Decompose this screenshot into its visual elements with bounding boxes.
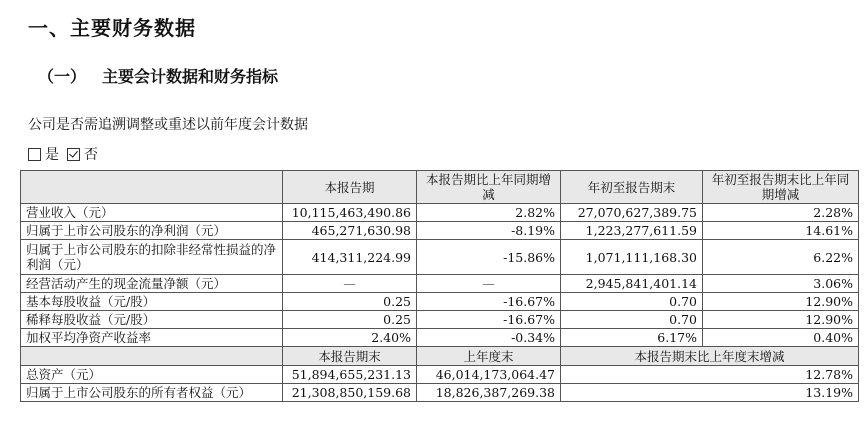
table-cell: 21,308,850,159.68 (283, 384, 417, 402)
column-header: 上年度末 (417, 347, 561, 366)
table-cell: 2.82% (417, 204, 561, 222)
column-header (21, 171, 283, 204)
table-cell: 14.61% (703, 222, 859, 240)
column-header: 本报告期 (283, 171, 417, 204)
row-label: 经营活动产生的现金流量净额（元） (21, 275, 283, 293)
table-cell: 12.78% (561, 366, 859, 384)
table-cell: — (417, 275, 561, 293)
checkbox-yes[interactable] (28, 148, 41, 161)
table-cell: 12.90% (703, 293, 859, 311)
table-subheader-row (21, 347, 859, 366)
column-header: 本报告期比上年同期增减 (417, 171, 561, 204)
choice-no-label: 否 (84, 147, 98, 163)
table-row (21, 384, 859, 402)
column-header: 本报告期末比上年度末增减 (561, 347, 859, 366)
column-header: 年初至报告期末 (561, 171, 703, 204)
table-cell: 1,071,111,168.30 (561, 240, 703, 275)
table-cell: 0.70 (561, 293, 703, 311)
table-row (21, 222, 859, 240)
subsection-number: （一） (38, 67, 87, 86)
table-cell: -16.67% (417, 293, 561, 311)
table-cell: — (283, 275, 417, 293)
table-cell: 0.25 (283, 293, 417, 311)
subsection-heading (38, 64, 278, 87)
table-cell: 1,223,277,611.59 (561, 222, 703, 240)
table-cell: 10,115,463,490.86 (283, 204, 417, 222)
table-row (21, 293, 859, 311)
table-cell: 2.28% (703, 204, 859, 222)
table-cell: 3.06% (703, 275, 859, 293)
table-cell: 414,311,224.99 (283, 240, 417, 275)
section-heading: 一、主要财务数据 (28, 16, 196, 40)
column-header (21, 347, 283, 366)
table-row (21, 311, 859, 329)
table-row (21, 275, 859, 293)
choice-yes-label: 是 (45, 147, 59, 163)
table-cell: 46,014,173,064.47 (417, 366, 561, 384)
restatement-question: 公司是否需追溯调整或重述以前年度会计数据 (28, 117, 308, 133)
checkbox-no[interactable] (67, 148, 80, 161)
table-row (21, 366, 859, 384)
row-label: 稀释每股收益（元/股） (21, 311, 283, 329)
table-cell: 6.17% (561, 329, 703, 347)
table-header-row (21, 171, 859, 204)
table-cell: -15.86% (417, 240, 561, 275)
row-label: 加权平均净资产收益率 (21, 329, 283, 347)
row-label: 归属于上市公司股东的净利润（元） (21, 222, 283, 240)
table-cell: 27,070,627,389.75 (561, 204, 703, 222)
subsection-title: 主要会计数据和财务指标 (102, 67, 279, 86)
table-cell: 0.70 (561, 311, 703, 329)
row-label: 归属于上市公司股东的所有者权益（元） (21, 384, 283, 402)
table-cell: 2,945,841,401.14 (561, 275, 703, 293)
table-cell: 2.40% (283, 329, 417, 347)
restatement-choices (28, 144, 104, 164)
row-label: 归属于上市公司股东的扣除非经常性损益的净利润（元） (21, 240, 283, 275)
table-cell: 18,826,387,269.38 (417, 384, 561, 402)
table-row (21, 329, 859, 347)
table-cell: -8.19% (417, 222, 561, 240)
row-label: 营业收入（元） (21, 204, 283, 222)
column-header: 年初至报告期末比上年同期增减 (703, 171, 859, 204)
table-cell: 465,271,630.98 (283, 222, 417, 240)
table-cell: 13.19% (561, 384, 859, 402)
table-row (21, 204, 859, 222)
table-cell: 12.90% (703, 311, 859, 329)
table-cell: 0.25 (283, 311, 417, 329)
financial-data-table (20, 170, 859, 402)
row-label: 总资产（元） (21, 366, 283, 384)
table-cell: 6.22% (703, 240, 859, 275)
table-cell: -16.67% (417, 311, 561, 329)
table-row (21, 240, 859, 275)
column-header: 本报告期末 (283, 347, 417, 366)
row-label: 基本每股收益（元/股） (21, 293, 283, 311)
table-cell: 51,894,655,231.13 (283, 366, 417, 384)
table-cell: -0.34% (417, 329, 561, 347)
table-cell: 0.40% (703, 329, 859, 347)
